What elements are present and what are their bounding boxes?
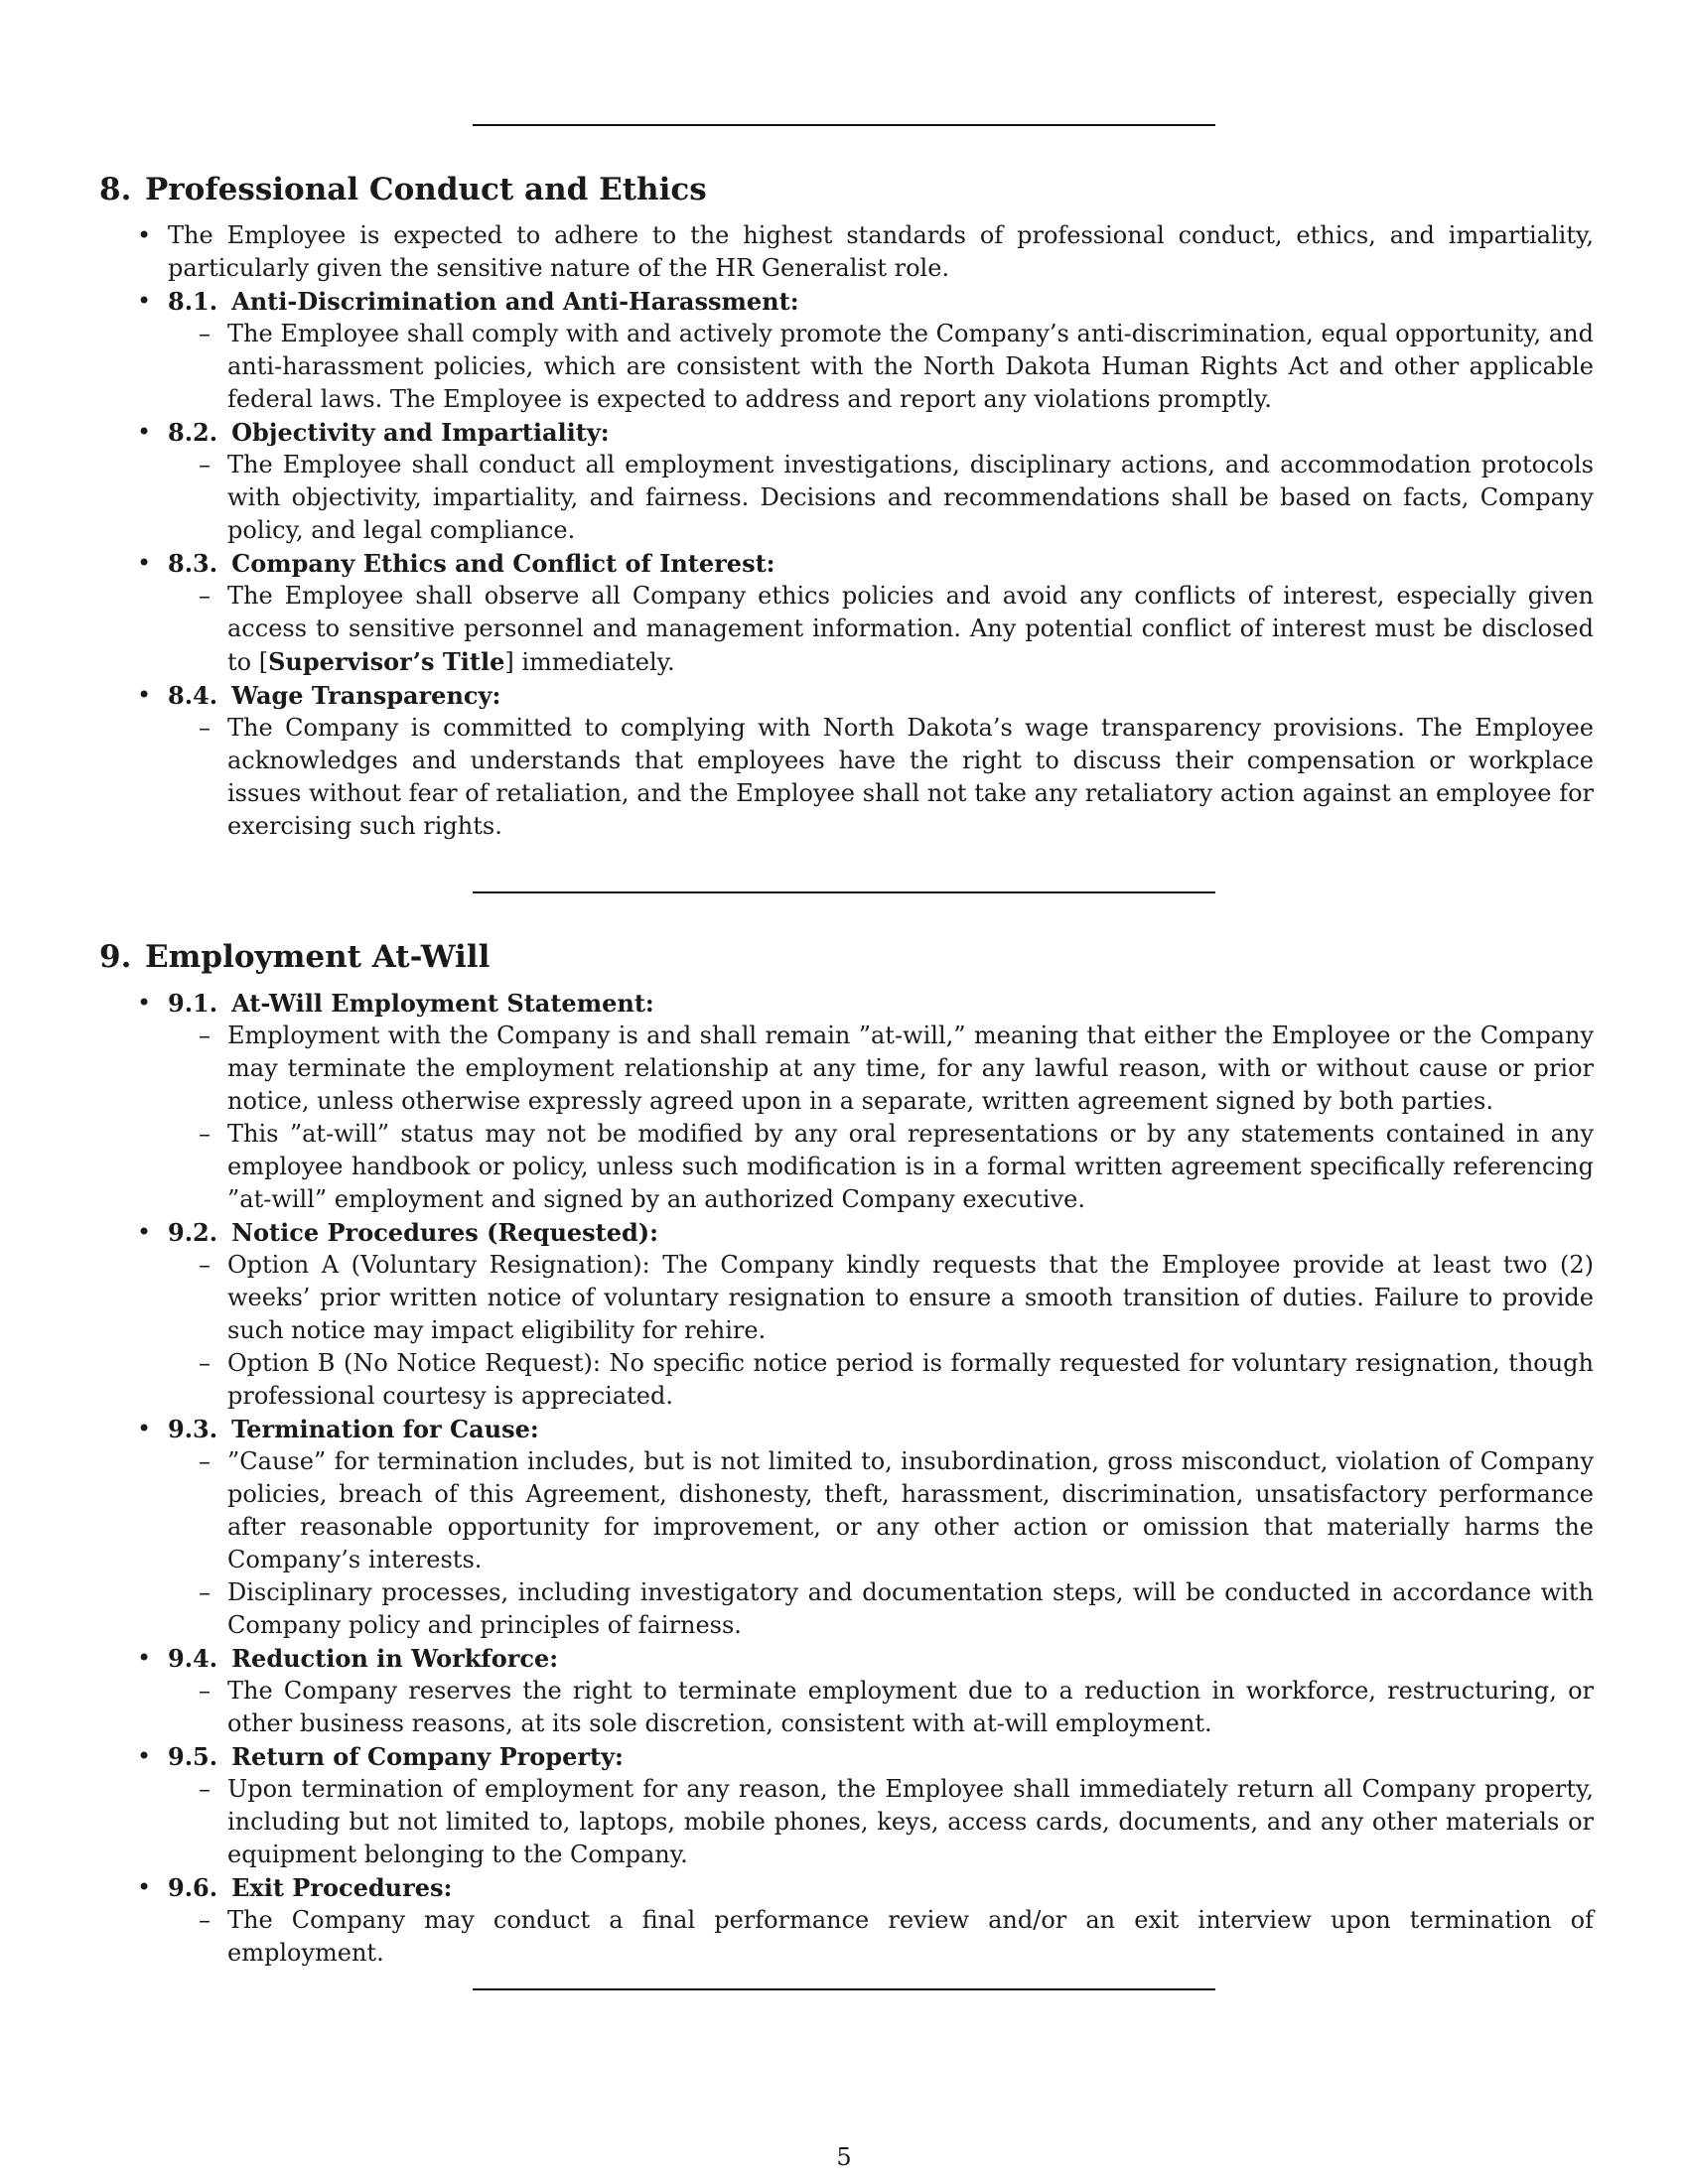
sub-item: – The Company may conduct a final performance review and/or an exit interview upon termination of employment. xyxy=(168,1904,1594,1970)
sub-item: – Disciplinary processes, including investigatory and documentation steps, will be conducted in accordance with Company policy and principles of fairness. xyxy=(168,1576,1594,1642)
sub-item: – Option B (No Notice Request): No specific notice period is formally requested for voluntary resignation, though professional courtesy is appreciated. xyxy=(168,1347,1594,1413)
sub-item xyxy=(168,580,1594,679)
item-title: Exit Procedures: xyxy=(231,1873,453,1902)
sub-item: – The Employee shall conduct all employment investigations, disciplinary actions, and accommodation protocols with objectivity, impartiality, and fairness. Decisions and recommendations shall be based on facts, Company policy, and legal compliance. xyxy=(168,449,1594,547)
item-heading xyxy=(168,285,1594,318)
section-employment-at-will xyxy=(99,937,1594,1970)
sub-list xyxy=(168,449,1594,547)
sub-item: – The Company reserves the right to terminate employment due to a reduction in workforce, restructuring, or other business reasons, at its sole discretion, consistent with at-will employment. xyxy=(168,1675,1594,1740)
item-heading xyxy=(168,1871,1594,1904)
item-title: Notice Procedures (Requested): xyxy=(231,1218,659,1247)
sub-item: – This ”at-will” status may not be modified by any oral representations or by any statements contained in any employee handbook or policy, unless such modification is in a formal written agreement specifically referencing ”at-will” employment and signed by an authorized Company executive. xyxy=(168,1118,1594,1216)
sub-item: – ”Cause” for termination includes, but is not limited to, insubordination, gross misconduct, violation of Company policies, breach of this Agreement, dishonesty, theft, harassment, discrimination, unsatisfactory performance after reasonable opportunity for improvement, or any other action or omission that materially harms the Company’s interests. xyxy=(168,1445,1594,1576)
list-item-9-4 xyxy=(99,1642,1594,1740)
section-list xyxy=(99,987,1594,1970)
sub-list xyxy=(168,1675,1594,1740)
item-number: 9.2. xyxy=(168,1218,218,1247)
item-heading xyxy=(168,416,1594,449)
sub-item: – Employment with the Company is and shall remain ”at-will,” meaning that either the Employee or the Company may terminate the employment relationship at any time, for any lawful reason, with or without cause or prior notice, unless otherwise expressly agreed upon in a separate, written agreement signed by both parties. xyxy=(168,1020,1594,1118)
sub-list xyxy=(168,1020,1594,1216)
list-item-9-6 xyxy=(99,1871,1594,1970)
item-number: 9.6. xyxy=(168,1873,218,1902)
page-number: 5 xyxy=(836,2143,852,2171)
sub-item-text-end: ] immediately. xyxy=(504,648,675,676)
section-professional-conduct xyxy=(99,170,1594,843)
sub-list xyxy=(168,318,1594,416)
section-title: Professional Conduct and Ethics xyxy=(145,172,707,207)
section-heading xyxy=(99,937,1594,977)
list-item-8-1 xyxy=(99,285,1594,416)
section-list xyxy=(99,219,1594,843)
sub-list xyxy=(168,1904,1594,1970)
sub-item: – Option A (Voluntary Resignation): The Company kindly requests that the Employee provide at least two (2) weeks’ prior written notice of voluntary resignation to ensure a smooth transition of duties. Failure to provide such notice may impact eligibility for rehire. xyxy=(168,1249,1594,1347)
item-title: Return of Company Property: xyxy=(231,1742,624,1771)
divider-middle xyxy=(473,891,1215,893)
sub-item: – The Company is committed to complying with North Dakota’s wage transparency provisions. The Employee acknowledges and understands that employees have the right to discuss their compensation or workplace issues without fear of retaliation, and the Employee shall not take any retaliatory action against an employee for exercising such rights. xyxy=(168,712,1594,843)
item-title: At-Will Employment Statement: xyxy=(231,989,654,1018)
list-item-9-2 xyxy=(99,1216,1594,1413)
supervisor-title-placeholder: Supervisor’s Title xyxy=(268,647,505,676)
sub-item: – The Employee shall comply with and actively promote the Company’s anti-discrimination, equal opportunity, and anti-harassment policies, which are consistent with the North Dakota Human Rights Act and other applicable federal laws. The Employee is expected to address and report any violations promptly. xyxy=(168,318,1594,416)
item-heading xyxy=(168,1642,1594,1675)
list-item-9-1 xyxy=(99,987,1594,1216)
sub-list xyxy=(168,1773,1594,1871)
item-heading xyxy=(168,1740,1594,1773)
item-number: 8.4. xyxy=(168,681,218,710)
item-title: Anti-Discrimination and Anti-Harassment: xyxy=(231,287,799,316)
item-title: Company Ethics and Conflict of Interest: xyxy=(231,549,775,578)
section-number: 9. xyxy=(99,939,132,975)
item-title: Reduction in Workforce: xyxy=(231,1644,559,1673)
list-item-intro xyxy=(99,219,1594,285)
item-heading xyxy=(168,679,1594,712)
sub-list xyxy=(168,580,1594,679)
item-heading xyxy=(168,1413,1594,1445)
item-number: 8.3. xyxy=(168,549,218,578)
sub-list xyxy=(168,712,1594,843)
item-number: 9.4. xyxy=(168,1644,218,1673)
section-heading xyxy=(99,170,1594,209)
sub-item: – Upon termination of employment for any reason, the Employee shall immediately return all Company property, including but not limited to, laptops, mobile phones, keys, access cards, documents, and any other materials or equipment belonging to the Company. xyxy=(168,1773,1594,1871)
sub-item-text: The Employee shall observe all Company ethics policies and avoid any conflicts of interest, especially given access to sensitive personnel and management information. Any potential conflict of interest must be disclosed to [ xyxy=(227,582,1594,676)
item-number: 8.2. xyxy=(168,418,218,447)
item-title: Wage Transparency: xyxy=(231,681,501,710)
item-heading xyxy=(168,1216,1594,1249)
divider-bottom xyxy=(473,1988,1215,1990)
item-heading xyxy=(168,547,1594,580)
section-number: 8. xyxy=(99,172,132,207)
section-title: Employment At-Will xyxy=(145,939,491,975)
list-item-9-5 xyxy=(99,1740,1594,1871)
divider-top xyxy=(473,124,1215,126)
sub-list xyxy=(168,1445,1594,1642)
intro-text: The Employee is expected to adhere to the highest standards of professional conduct, ethics, and impartiality, particularly given the sensitive nature of the HR Generalist role. xyxy=(168,221,1594,282)
list-item-8-3 xyxy=(99,547,1594,679)
item-number: 9.3. xyxy=(168,1415,218,1443)
item-title: Termination for Cause: xyxy=(231,1415,539,1443)
item-title: Objectivity and Impartiality: xyxy=(231,418,610,447)
list-item-9-3 xyxy=(99,1413,1594,1642)
list-item-8-4 xyxy=(99,679,1594,843)
item-number: 9.1. xyxy=(168,989,218,1018)
list-item-8-2 xyxy=(99,416,1594,547)
item-number: 8.1. xyxy=(168,287,218,316)
item-heading xyxy=(168,987,1594,1020)
item-number: 9.5. xyxy=(168,1742,218,1771)
sub-list xyxy=(168,1249,1594,1413)
